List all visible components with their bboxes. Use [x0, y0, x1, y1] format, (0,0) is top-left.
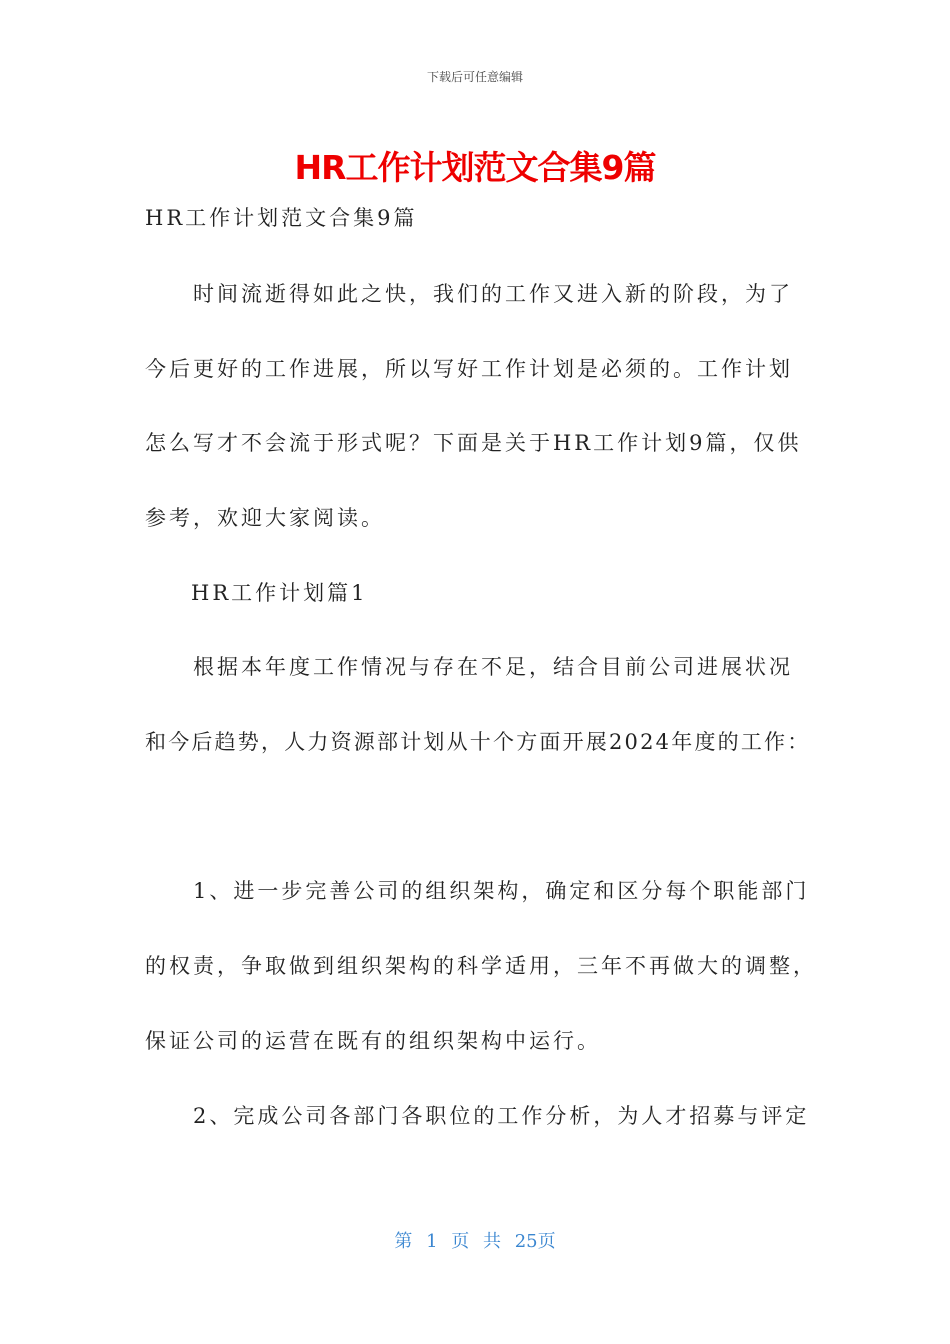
subtitle-line: HR工作计划范文合集9篇 — [145, 206, 418, 230]
paragraph-line: 今后更好的工作进展，所以写好工作计划是必须的。工作计划 — [145, 357, 793, 381]
paragraph-line: 时间流逝得如此之快，我们的工作又进入新的阶段，为了 — [193, 282, 793, 306]
page-number: 第 1 页 共 25页 — [394, 1231, 556, 1252]
paragraph-line: 1、进一步完善公司的组织架构，确定和区分每个职能部门 — [193, 879, 810, 903]
paragraph-line: 根据本年度工作情况与存在不足，结合目前公司进展状况 — [193, 655, 793, 679]
section-heading: HR工作计划篇1 — [191, 581, 368, 605]
paragraph-line: 的权责，争取做到组织架构的科学适用，三年不再做大的调整， — [145, 954, 817, 978]
paragraph-line: 怎么写才不会流于形式呢？下面是关于HR工作计划9篇，仅供 — [145, 431, 802, 455]
paragraph-line: 和今后趋势，人力资源部计划从十个方面开展2024年度的工作： — [145, 730, 811, 754]
paragraph-line: 参考，欢迎大家阅读。 — [145, 506, 385, 530]
page-header: 下载后可任意编辑 — [426, 70, 523, 84]
paragraph-line: 保证公司的运营在既有的组织架构中运行。 — [145, 1029, 601, 1053]
document-title: HR工作计划范文合集9篇 — [294, 148, 656, 187]
paragraph-line: 2、完成公司各部门各职位的工作分析，为人才招募与评定 — [193, 1104, 810, 1128]
